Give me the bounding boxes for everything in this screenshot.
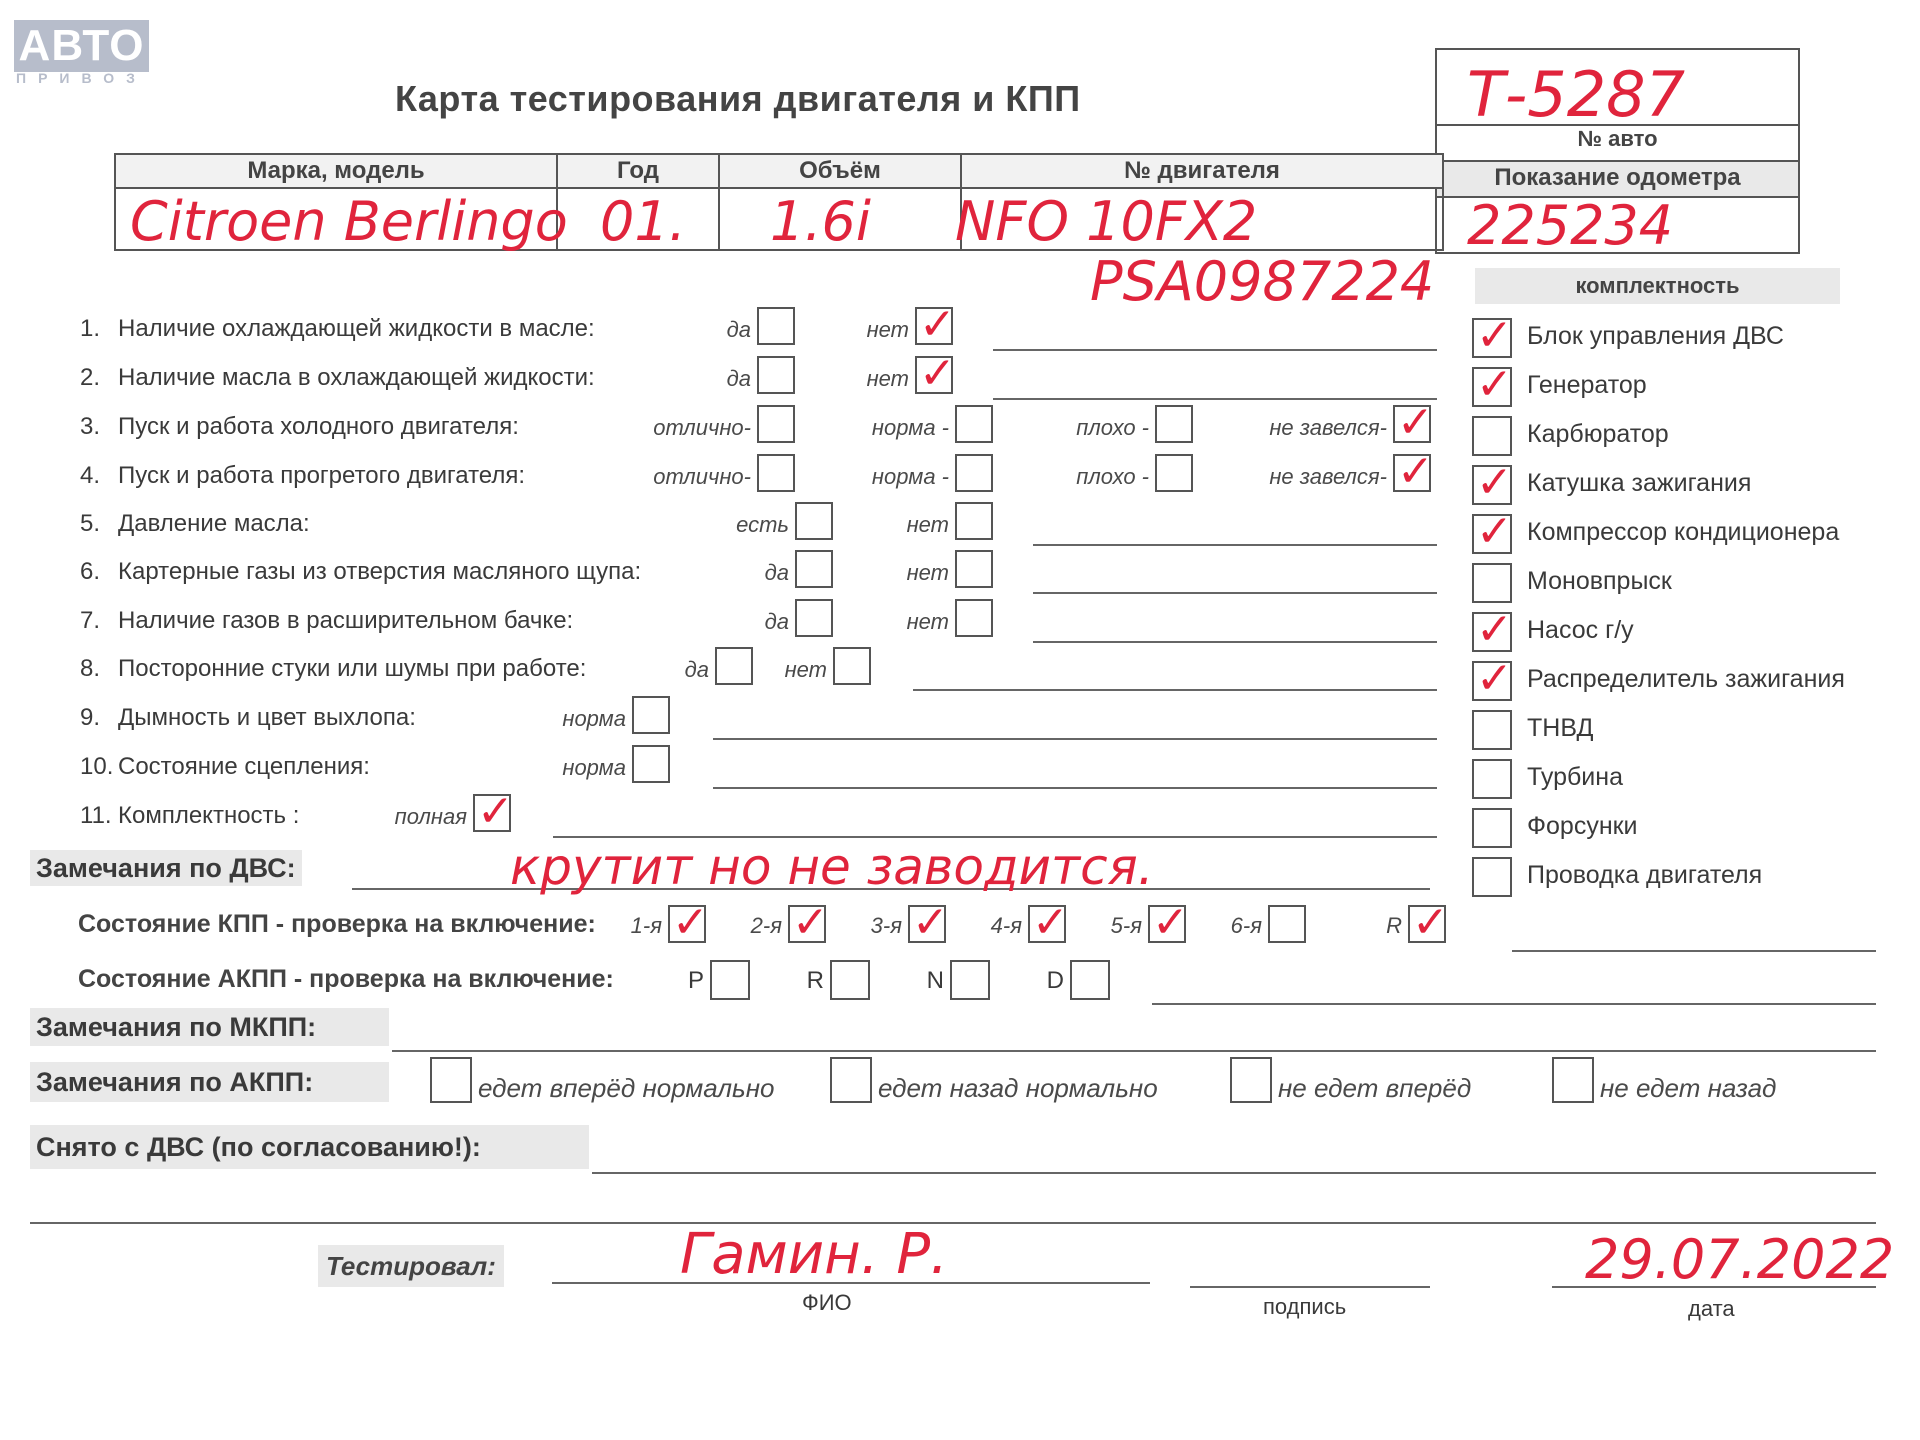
check-option-box[interactable] [757, 454, 795, 492]
akpp-remark-label: не едет назад [1600, 1073, 1777, 1103]
check-option-label: нет [866, 317, 909, 342]
check-option-box[interactable] [632, 745, 670, 783]
model-value: Citroen Berlingo [130, 190, 568, 253]
akpp-remark-label: едет назад нормально [878, 1073, 1158, 1103]
check-option-box[interactable] [955, 502, 993, 540]
col-year: Год [558, 155, 718, 187]
check-label: Дымность и цвет выхлопа: [118, 704, 416, 731]
check-number: 2. [80, 364, 101, 391]
check-note-line [1033, 592, 1437, 594]
check-label: Наличие охлаждающей жидкости в масле: [118, 315, 595, 342]
check-label: Давление масла: [118, 510, 310, 537]
komplekt-item-label: Моновпрыск [1527, 567, 1672, 595]
komplekt-checkbox[interactable] [1472, 661, 1512, 701]
komplekt-item-label: Распределитель зажигания [1527, 665, 1845, 693]
akpp-mode-label: R [806, 967, 824, 994]
check-option-label: да [764, 560, 789, 585]
auto-id-block [1435, 48, 1800, 257]
check-option-box[interactable] [795, 599, 833, 637]
signature-caption: подпись [1263, 1294, 1347, 1319]
komplekt-checkbox[interactable] [1472, 465, 1512, 505]
check-option-label: да [726, 317, 751, 342]
year-value: 01. [600, 190, 686, 253]
akpp-mode-checkbox[interactable] [950, 960, 990, 1000]
check-option-box[interactable] [795, 502, 833, 540]
akpp-remark-checkbox[interactable] [1230, 1057, 1272, 1103]
gear-checkbox[interactable] [1408, 905, 1446, 943]
check-number: 9. [80, 704, 101, 731]
check-number: 4. [80, 462, 101, 489]
gear-checkbox[interactable] [788, 905, 826, 943]
gear-checkbox[interactable] [1148, 905, 1186, 943]
check-note-line [1033, 544, 1437, 546]
gear-checkbox[interactable] [668, 905, 706, 943]
gear-label: R [1386, 913, 1402, 938]
check-number: 10. [80, 753, 114, 780]
komplekt-item-label: Проводка двигателя [1527, 861, 1763, 889]
gear-label: 3-я [870, 913, 902, 938]
komplekt-item-label: Карбюратор [1527, 420, 1669, 448]
check-label: Пуск и работа прогретого двигателя: [118, 462, 526, 489]
check-option-box[interactable] [757, 405, 795, 443]
gear-label: 2-я [750, 913, 782, 938]
check-note-line [993, 349, 1437, 351]
komplekt-item-label: Форсунки [1527, 812, 1638, 840]
kpp-label: Состояние КПП - проверка на включение: [78, 910, 596, 938]
mkpp-remarks-label: Замечания по МКПП: [30, 1008, 389, 1046]
komplekt-item-label: Катушка зажигания [1527, 469, 1752, 497]
check-option-label: не завелся- [1269, 415, 1387, 440]
check-number: 11. [80, 802, 112, 829]
check-option-label: нет [906, 560, 949, 585]
akpp-mode-checkbox[interactable] [710, 960, 750, 1000]
check-option-label: полная [394, 804, 467, 829]
check-option-label: нет [906, 609, 949, 634]
check-number: 6. [80, 558, 101, 585]
check-option-label: да [764, 609, 789, 634]
gear-label: 5-я [1110, 913, 1142, 938]
check-label: Наличие масла в охлаждающей жидкости: [118, 364, 595, 391]
akpp-label: Состояние АКПП - проверка на включение: [78, 965, 614, 993]
col-model: Марка, модель [116, 155, 556, 187]
gear-label: 6-я [1230, 913, 1262, 938]
komplekt-item-label: Компрессор кондиционера [1527, 518, 1840, 546]
check-option-box[interactable] [1393, 405, 1431, 443]
check-note-line [993, 398, 1437, 400]
akpp-mode-label: N [926, 967, 944, 994]
akpp-remark-label: едет вперёд нормально [478, 1073, 775, 1103]
dvs-remarks-label: Замечания по ДВС: [30, 850, 302, 886]
komplekt-checkbox[interactable] [1472, 514, 1512, 554]
check-note-line [913, 689, 1437, 691]
akpp-remark-checkbox[interactable] [1552, 1057, 1594, 1103]
akpp-mode-checkbox[interactable] [830, 960, 870, 1000]
volume-value: 1.6i [770, 190, 871, 253]
tested-label: Тестировал: [318, 1245, 504, 1287]
check-number: 8. [80, 655, 101, 682]
fio-caption: ФИО [802, 1290, 852, 1315]
check-note-line [713, 738, 1437, 740]
check-option-box[interactable] [1155, 405, 1193, 443]
check-option-label: нет [906, 512, 949, 537]
akpp-mode-label: D [1046, 967, 1064, 994]
check-label: Наличие газов в расширительном бачке: [118, 607, 574, 634]
check-option-box[interactable] [632, 696, 670, 734]
komplekt-checkbox[interactable] [1472, 808, 1512, 848]
check-option-label: нет [784, 657, 827, 682]
gear-checkbox[interactable] [908, 905, 946, 943]
date-caption: дата [1688, 1296, 1735, 1321]
check-option-box[interactable] [915, 356, 953, 394]
check-option-label: нет [866, 366, 909, 391]
akpp-mode-checkbox[interactable] [1070, 960, 1110, 1000]
check-number: 1. [80, 315, 101, 342]
brand-logo-subtitle: ПРИВОЗ [16, 70, 147, 86]
komplekt-checkbox[interactable] [1472, 367, 1512, 407]
check-option-label: норма - [871, 415, 949, 440]
check-option-box[interactable] [955, 454, 993, 492]
komplekt-checkbox[interactable] [1472, 759, 1512, 799]
gear-checkbox[interactable] [1268, 905, 1306, 943]
check-option-box[interactable] [757, 307, 795, 345]
komplekt-checkbox[interactable] [1472, 612, 1512, 652]
check-number: 5. [80, 510, 101, 537]
check-label: Комплектность : [118, 802, 300, 829]
komplekt-title: комплектность [1475, 268, 1840, 304]
check-number: 7. [80, 607, 101, 634]
engine-number-extra: PSA0987224 [1090, 250, 1435, 313]
check-option-box[interactable] [955, 550, 993, 588]
check-option-label: отлично- [653, 415, 751, 440]
check-option-box[interactable] [795, 550, 833, 588]
check-label: Посторонние стуки или шумы при работе: [118, 655, 587, 682]
odometer-label: Показание одометра [1494, 164, 1741, 191]
komplekt-checkbox[interactable] [1472, 318, 1512, 358]
auto-id-value: Т-5287 [1467, 58, 1686, 131]
check-option-label: есть [736, 512, 789, 537]
komplekt-item-label: Генератор [1527, 371, 1647, 399]
check-option-box[interactable] [915, 307, 953, 345]
dvs-remarks-value: крутит но не заводится. [510, 838, 1154, 896]
akpp-remark-checkbox[interactable] [830, 1057, 872, 1103]
check-option-box[interactable] [473, 794, 511, 832]
gear-label: 1-я [630, 913, 662, 938]
check-note-line [713, 787, 1437, 789]
page-title: Карта тестирования двигателя и КПП [395, 78, 1081, 119]
removed-label: Снято с ДВС (по согласованию!): [30, 1125, 589, 1169]
check-option-label: да [726, 366, 751, 391]
komplekt-item-label: ТНВД [1527, 714, 1594, 742]
komplekt-item-label: Турбина [1527, 763, 1623, 791]
komplekt-item-label: Насос г/у [1527, 616, 1634, 644]
check-note-line [1033, 641, 1437, 643]
check-label: Состояние сцепления: [118, 753, 370, 780]
col-engine-number: № двигателя [962, 155, 1442, 187]
check-option-box[interactable] [955, 599, 993, 637]
check-label: Пуск и работа холодного двигателя: [118, 413, 519, 440]
akpp-remark-checkbox[interactable] [430, 1057, 472, 1103]
check-option-label: да [684, 657, 709, 682]
komplekt-checkbox[interactable] [1472, 857, 1512, 897]
check-option-label: отлично- [653, 464, 751, 489]
gear-checkbox[interactable] [1028, 905, 1066, 943]
komplekt-checkbox[interactable] [1472, 710, 1512, 750]
komplekt-checkbox[interactable] [1472, 563, 1512, 603]
check-option-label: плохо - [1076, 464, 1149, 489]
check-option-box[interactable] [1155, 454, 1193, 492]
check-number: 3. [80, 413, 101, 440]
check-option-label: норма [562, 755, 626, 780]
komplekt-checkbox[interactable] [1472, 416, 1512, 456]
engine-number-value: NFO 10FX2 [955, 190, 1258, 253]
check-label: Картерные газы из отверстия масляного щупа: [118, 558, 642, 585]
check-option-box[interactable] [757, 356, 795, 394]
check-option-box[interactable] [1393, 454, 1431, 492]
odometer-value: 225234 [1467, 194, 1674, 257]
col-volume: Объём [720, 155, 960, 187]
komplekt-item-label: Блок управления ДВС [1527, 322, 1784, 350]
check-option-label: плохо - [1076, 415, 1149, 440]
tester-fio: Гамин. Р. [680, 1222, 948, 1287]
check-option-label: норма [562, 706, 626, 731]
akpp-remark-label: не едет вперёд [1278, 1073, 1472, 1103]
check-option-box[interactable] [715, 647, 753, 685]
akpp-mode-label: P [687, 967, 704, 994]
akpp-remarks-label: Замечания по АКПП: [30, 1062, 389, 1102]
check-option-box[interactable] [833, 647, 871, 685]
check-option-box[interactable] [955, 405, 993, 443]
brand-logo: АВТО [14, 20, 149, 72]
auto-id-label: № авто [1577, 126, 1658, 151]
check-option-label: не завелся- [1269, 464, 1387, 489]
test-date: 29.07.2022 [1585, 1228, 1895, 1291]
gear-label: 4-я [990, 913, 1022, 938]
check-option-label: норма - [871, 464, 949, 489]
